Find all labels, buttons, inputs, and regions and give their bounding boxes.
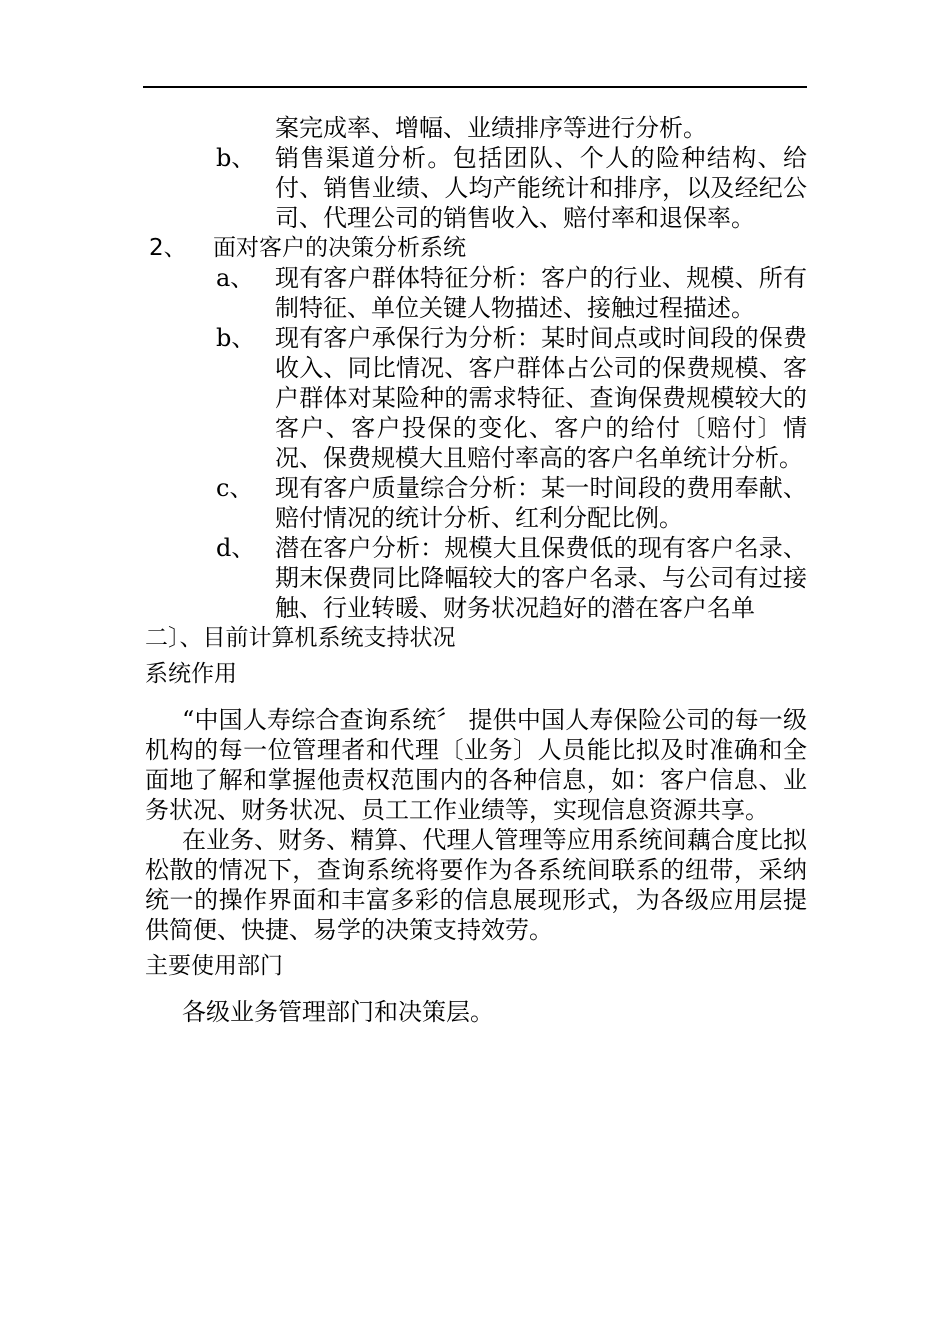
section-heading-2	[145, 233, 807, 263]
list-marker: b、	[216, 144, 256, 172]
paragraph-users: 各级业务管理部门和决策层。	[182, 998, 494, 1026]
section-number: 2、	[149, 235, 187, 261]
list-item-c	[145, 473, 807, 533]
list-item-text: 现有客户承保行为分析：某时间点或时间段的保费收入、同比情况、客户群体占公司的保费规模、客户群体对某险种的需求特征、查询保费规模较大的客户、客户投保的变化、客户的给付〔赔付〕情况、保费规模大且赔付率高的客户名单统计分析。	[275, 324, 807, 472]
paragraph-role-1: “中国人寿综合查询系统〞 提供中国人寿保险公司的每一级机构的每一位管理者和代理〔业务〕人员能比拟及时准确和全面地了解和掌握他责权范围内的各种信息，如：客户信息、业务状况、财务状况、员工工作业绩等，实现信息资源共享。	[145, 706, 807, 824]
list-item-d	[145, 533, 807, 623]
heading-main-users: 主要使用部门	[145, 953, 283, 979]
list-item-text: 潜在客户分析：规模大且保费低的现有客户名录、期末保费同比降幅较大的客户名录、与公司有过接触、行业转暖、财务状况趋好的潜在客户名单	[275, 534, 807, 622]
list-item-text: 销售渠道分析。包括团队、个人的险种结构、给付、销售业绩、人均产能统计和排序，以及经纪公司、代理公司的销售收入、赔付率和退保率。	[275, 144, 807, 232]
header-rule	[143, 86, 807, 88]
list-marker: c、	[216, 474, 254, 502]
list-item-continuation	[145, 113, 807, 143]
continuation-text: 案完成率、增幅、业绩排序等进行分析。	[275, 114, 707, 142]
heading-computer-support: 二〕、目前计算机系统支持状况	[145, 625, 456, 651]
list-item-a	[145, 263, 807, 323]
list-item-b	[145, 323, 807, 473]
section-title: 面对客户的决策分析系统	[213, 235, 466, 261]
heading-system-role: 系统作用	[145, 661, 237, 687]
document-body	[145, 113, 807, 1027]
list-item-text: 现有客户质量综合分析：某一时间段的费用奉献、赔付情况的统计分析、红利分配比例。	[275, 474, 807, 532]
list-item-text: 现有客户群体特征分析：客户的行业、规模、所有制特征、单位关键人物描述、接触过程描述。	[275, 264, 807, 322]
paragraph-role-2: 在业务、财务、精算、代理人管理等应用系统间藕合度比拟松散的情况下，查询系统将要作为各系统间联系的纽带，采纳统一的操作界面和丰富多彩的信息展现形式，为各级应用层提供简便、快捷、易学的决策支持效劳。	[145, 826, 807, 944]
list-marker: a、	[216, 264, 255, 292]
list-item-sales-channel	[145, 143, 807, 233]
list-marker: d、	[216, 534, 256, 562]
list-marker: b、	[216, 324, 256, 352]
